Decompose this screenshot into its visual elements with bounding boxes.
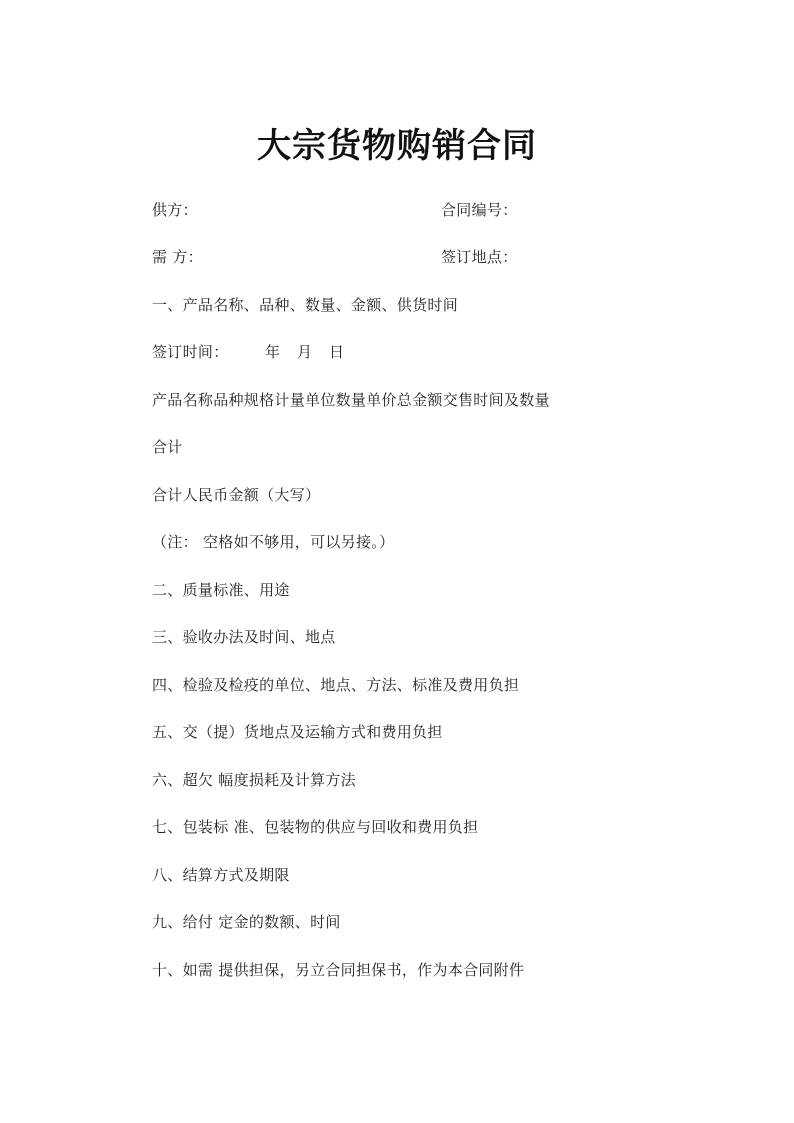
section-7: 七、包装标 准、包装物的供应与回收和费用负担 — [152, 818, 479, 836]
section-4: 四、检验及检疫的单位、地点、方法、标准及费用负担 — [152, 676, 520, 694]
sign-place-label: 签订地点： — [441, 248, 518, 266]
document-title: 大宗货物购销合同 — [257, 126, 537, 166]
section-10: 十、如需 提供担保，另立合同担保书，作为本合同附件 — [152, 961, 525, 979]
total-label: 合计 — [152, 438, 183, 456]
section-2: 二、质量标准、用途 — [152, 581, 290, 599]
section-3: 三、验收办法及时间、地点 — [152, 628, 336, 646]
section-6: 六、超欠 幅度损耗及计算方法 — [152, 771, 356, 789]
sign-time-month: 月 — [297, 343, 313, 361]
buyer-label: 需 方： — [152, 248, 203, 266]
section-1-heading: 一、产品名称、品种、数量、金额、供货时间 — [152, 296, 459, 314]
supplier-label: 供方： — [152, 201, 198, 219]
product-table-header: 产品名称品种规格计量单位数量单价总金额交售时间及数量 — [152, 391, 550, 409]
contract-number-label: 合同编号： — [441, 201, 518, 219]
section-9: 九、给付 定金的数额、时间 — [152, 913, 341, 931]
section-5: 五、交（提）货地点及运输方式和费用负担 — [152, 723, 443, 741]
total-rmb-label: 合计人民币金额（大写） — [152, 486, 321, 504]
note-text: （注： 空格如不够用，可以另接。） — [152, 533, 395, 551]
sign-time-year: 年 — [265, 343, 281, 361]
sign-time-day: 日 — [329, 343, 345, 361]
sign-time-label: 签订时间： — [152, 343, 229, 361]
section-8: 八、结算方式及期限 — [152, 866, 290, 884]
